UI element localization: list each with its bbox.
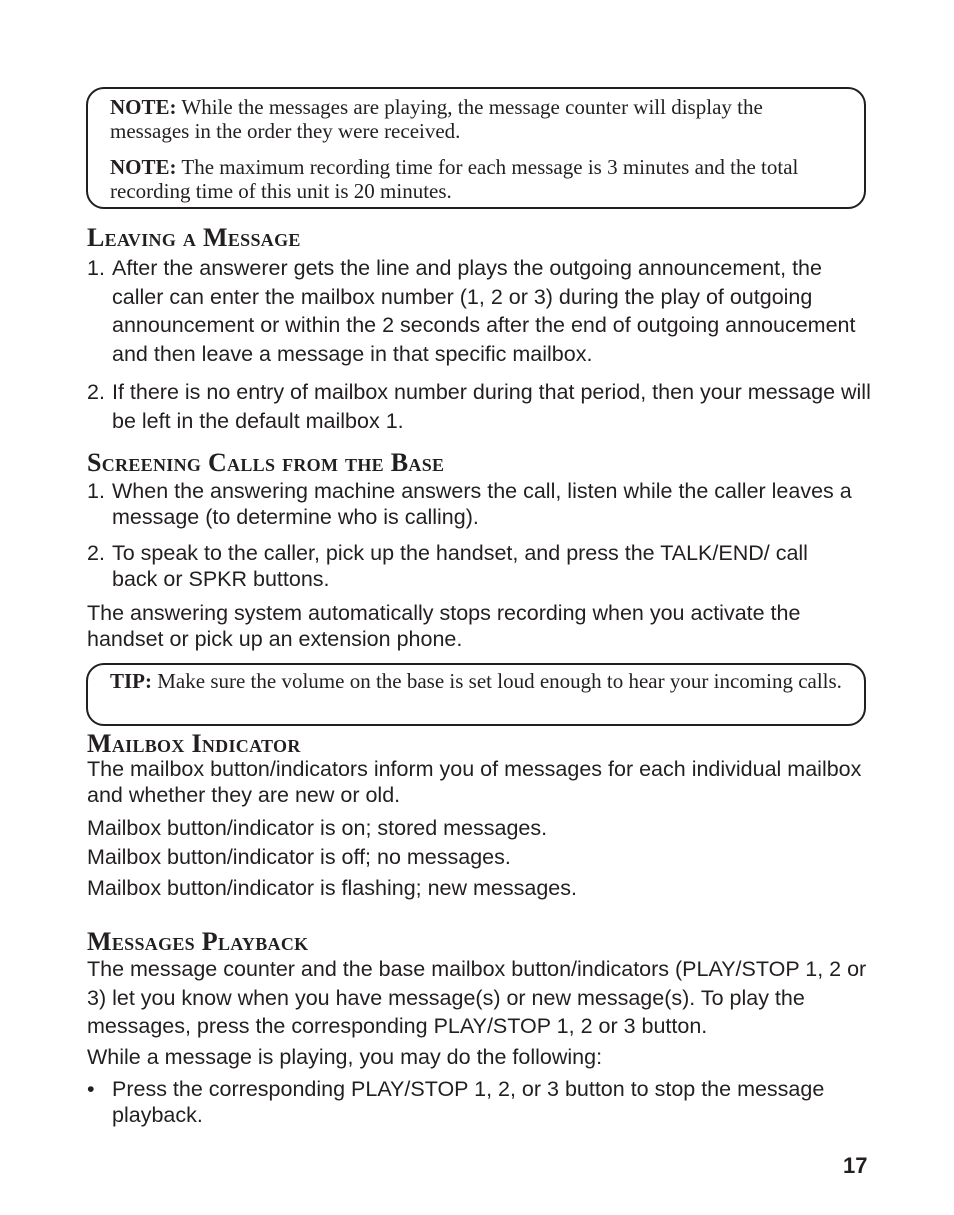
note-1 — [110, 95, 844, 143]
mailbox-heading: Mailbox Indicator — [87, 729, 301, 758]
bullet-icon: • — [87, 1077, 95, 1101]
tip-label: TIP: — [110, 669, 152, 693]
list-number: 1. — [87, 256, 105, 280]
note-2 — [110, 155, 844, 203]
playback-intro: While a message is playing, you may do the following: — [87, 1045, 603, 1069]
note-text: The maximum recording time for each message is 3 minutes and the total recording time of this unit is 20 minutes. — [110, 155, 799, 203]
list-item — [87, 254, 877, 368]
list-text: When the answering machine answers the call, listen while the caller leaves a message (to determine who is calling). — [112, 479, 852, 529]
mailbox-line-flashing: Mailbox button/indicator is flashing; new messages. — [87, 876, 577, 900]
screening-paragraph: The answering system automatically stops recording when you activate the handset or pick up an extension phone. — [87, 601, 801, 651]
list-item — [87, 378, 877, 435]
leaving-heading: Leaving a Message — [87, 223, 301, 252]
mailbox-line-off: Mailbox button/indicator is off; no messages. — [87, 845, 511, 869]
page-number: 17 — [843, 1153, 868, 1178]
screening-heading: Screening Calls from the Base — [87, 448, 445, 477]
tip-text: Make sure the volume on the base is set loud enough to hear your incoming calls. — [152, 669, 842, 693]
bullet-text: Press the corresponding PLAY/STOP 1, 2, or 3 button to stop the message playback. — [112, 1077, 825, 1127]
list-number: 2. — [87, 541, 105, 565]
list-text: To speak to the caller, pick up the handset, and press the TALK/END/ call back or SPKR buttons. — [112, 541, 808, 591]
tip-box — [86, 663, 866, 726]
note-text: While the messages are playing, the message counter will display the messages in the order they were received. — [110, 95, 763, 143]
list-number: 1. — [87, 479, 105, 503]
tip-text-line — [110, 669, 844, 693]
note-label: NOTE: — [110, 95, 177, 119]
mailbox-line-on: Mailbox button/indicator is on; stored messages. — [87, 816, 548, 840]
mailbox-paragraph: The mailbox button/indicators inform you of messages for each individual mailbox and whether they are new or old. — [87, 757, 862, 807]
playback-paragraph: The message counter and the base mailbox button/indicators (PLAY/STOP 1, 2 or 3) let you know when you have message(s) or new message(s). To play the messages, press the corresponding PLAY/STOP 1, 2 or 3 button. — [87, 957, 867, 1038]
list-item — [87, 540, 877, 592]
list-text: If there is no entry of mailbox number during that period, then your message will be left in the default mailbox 1. — [112, 380, 871, 433]
list-number: 2. — [87, 380, 105, 404]
bullet-item — [87, 1076, 877, 1128]
list-item — [87, 478, 877, 530]
playback-heading: Messages Playback — [87, 927, 309, 956]
note-label: NOTE: — [110, 155, 177, 179]
list-text: After the answerer gets the line and plays the outgoing announcement, the caller can enter the mailbox number (1, 2 or 3) during the play of outgoing announcement or within the 2 seconds after the end of outgoing annoucement and then leave a message in that specific mailbox. — [112, 256, 856, 366]
note-box — [86, 87, 866, 209]
